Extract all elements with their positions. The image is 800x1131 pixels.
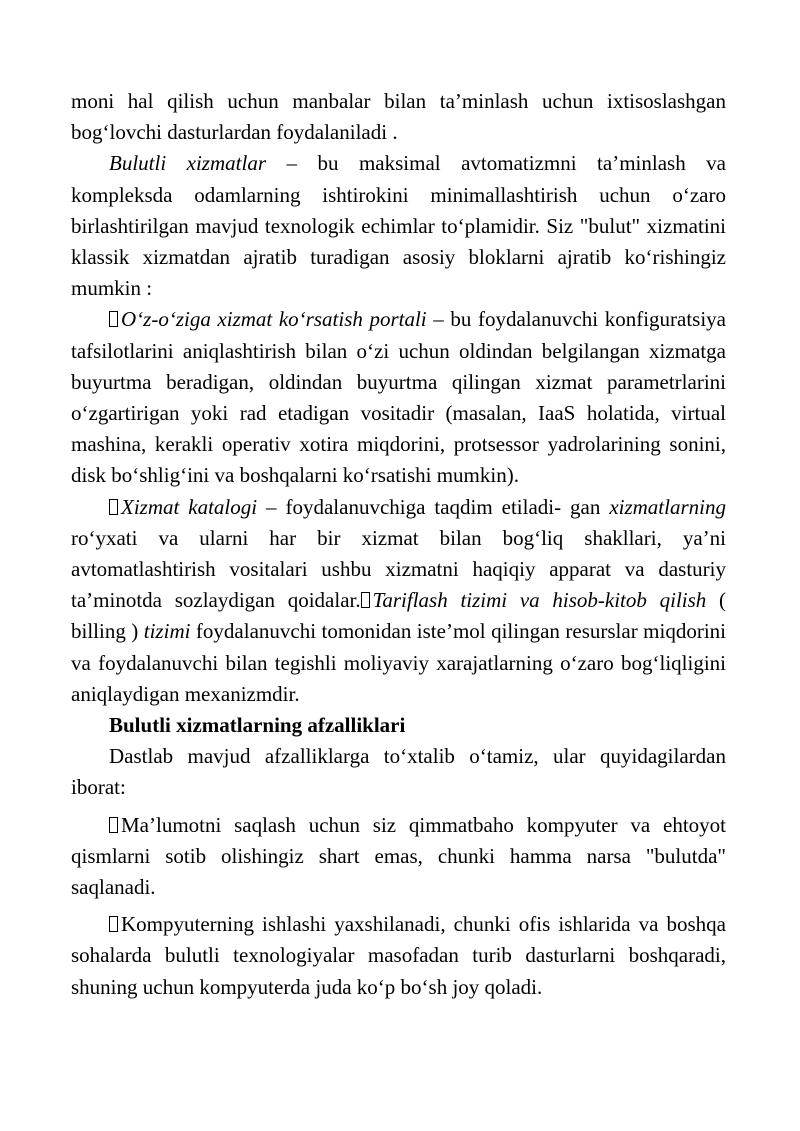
paragraph-cloud-services — [71, 148, 726, 304]
bullet-box-icon — [109, 311, 118, 327]
paragraph-continuation: moni hal qilish uchun manbalar bilan ta’minlash uchun ixtisoslashgan bog‘lovchi dasturlardan foydalaniladi . — [71, 89, 726, 145]
term-services: xizmatlarning — [609, 494, 726, 519]
bullet-box-icon — [109, 499, 118, 515]
term-service-catalog: Xizmat katalogi — [121, 494, 258, 519]
paragraph-text: foydalanuvchi tomonidan iste’mol qilingan resurslar miqdorini va foydalanuvchi bilan tegishli moliyaviy xarajatlarning o‘zaro bog‘liqligini aniqlaydigan mexanizmdir. — [71, 619, 726, 706]
paragraph-text: ro‘yxati va ularni har bir xizmat bilan bog‘liq shakllari, ya’ni avtomatlashtirish vositalari ushbu xizmatni haqiqiy apparat va dasturiy ta’minotda sozlaydigan qoidalar. — [71, 525, 726, 613]
term-billing-system: Tariflash tizimi va hisob-kitob qilish — [372, 588, 707, 613]
term-system: tizimi — [143, 619, 191, 644]
list-item-storage — [71, 810, 726, 904]
bullet-box-icon — [109, 916, 118, 932]
paragraph-service-catalog — [71, 492, 726, 710]
list-item-text: Ma’lumotni saqlash uchun siz qimmatbaho kompyuter va ehtoyot qismlarni sotib olishingiz shart emas, chunki hamma narsa "bulutda" saqlanadi. — [71, 812, 726, 900]
section-heading: Bulutli xizmatlarning afzalliklari — [109, 713, 406, 738]
paragraph-text: – bu maksimal avtomatizmni ta’minlash va kompleksda odamlarning ishtirokini minimallashtirish uchun o‘zaro birlashtirilgan mavjud texnologik echimlar to‘plamidir. Siz "bulut" xizmatini klassik xizmatdan ajratib turadigan asosiy bloklarni ajratib ko‘rishingiz mumkin : — [71, 151, 727, 301]
paragraph-text: ( billing ) — [71, 588, 726, 644]
bullet-box-icon — [361, 592, 370, 608]
paragraph-text: – foydalanuvchiga taqdim etiladi- gan — [257, 494, 610, 519]
list-item-text: Kompyuterning ishlashi yaxshilanadi, chunki ofis ishlarida va boshqa sohalarda bulutli texnologiyalar masofadan turib dasturlarni boshqaradi, shuning uchun kompyuterda juda ko‘p bo‘sh joy qoladi. — [71, 912, 726, 999]
list-item-performance — [71, 909, 726, 1003]
paragraph-intro-list: Dastlab mavjud afzalliklarga to‘xtalib o‘tamiz, ular quyidagilardan iborat: — [71, 744, 726, 800]
paragraph-text: – bu foydalanuvchi konfiguratsiya tafsilotlarini aniqlashtirish bilan o‘zi uchun oldindan belgilangan xizmatga buyurtma beradigan, oldindan buyurtma qilingan xizmat parametrlarini o‘zgartirigan yoki rad etadigan vositadir (masalan, IaaS holatida, virtual mashina, kerakli operativ xotira miqdorini, protsessor yadrolarining sonini, disk bo‘shlig‘ini va boshqalarni ko‘rsatishi mumkin). — [71, 307, 727, 488]
paragraph-self-service-portal — [71, 304, 726, 491]
bullet-box-icon — [109, 817, 118, 833]
term-self-service-portal: O‘z-o‘ziga xizmat ko‘rsatish portali — [121, 307, 427, 332]
term-cloud-services: Bulutli xizmatlar — [109, 151, 266, 176]
